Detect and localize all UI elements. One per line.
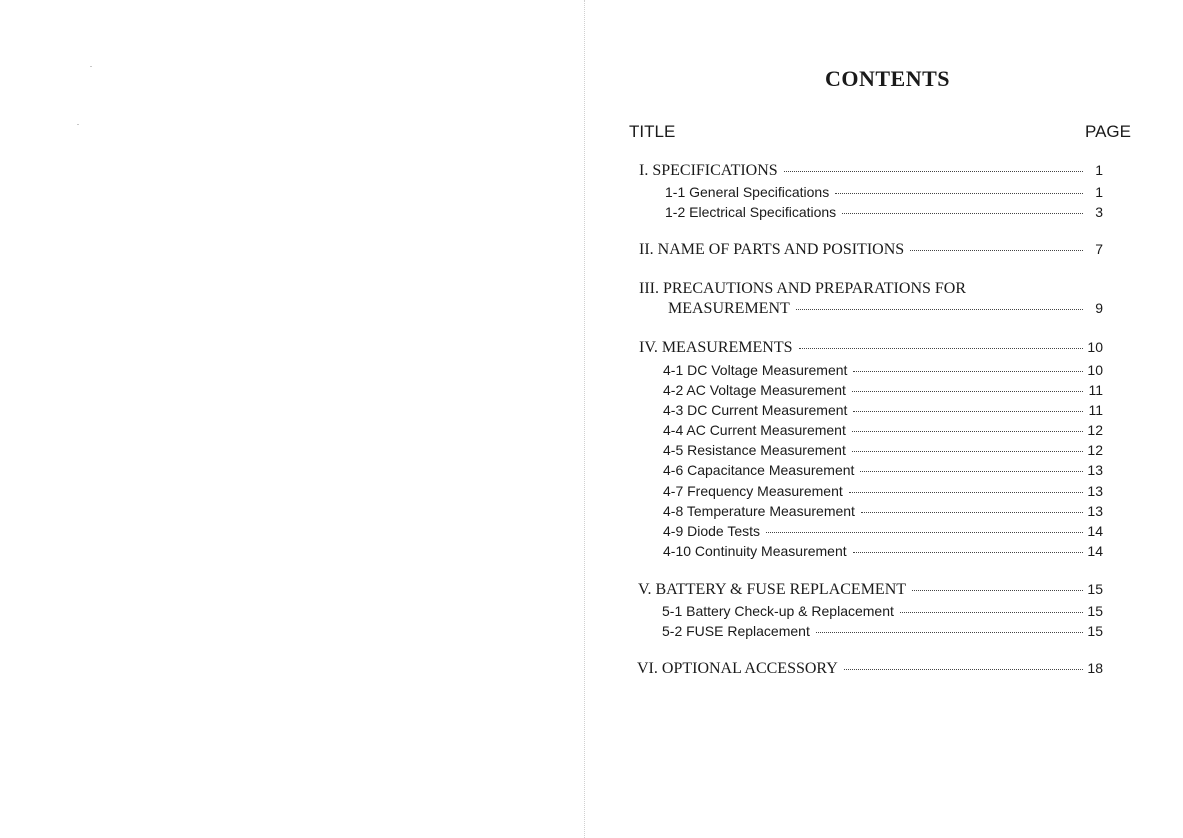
- toc-subentry-label: 1-2 Electrical Specifications: [665, 204, 837, 220]
- toc-entry-page: 1: [1095, 162, 1103, 178]
- toc-entry-label-line1: III. PRECAUTIONS AND PREPARATIONS FOR: [639, 280, 967, 297]
- dot-leader: [853, 552, 1083, 553]
- toc-subentry-resistance[interactable]: [663, 442, 1103, 458]
- title-column-header: TITLE: [629, 122, 676, 141]
- dot-leader: [796, 309, 1083, 310]
- toc-subentry-label: 4-8 Temperature Measurement: [663, 503, 855, 519]
- dot-leader: [853, 411, 1083, 412]
- toc-subentry-capacitance[interactable]: [663, 462, 1103, 478]
- dot-leader: [852, 391, 1083, 392]
- toc-subentry-page: 13: [1087, 503, 1103, 519]
- contents-page: [585, 0, 1183, 838]
- toc-entry-measurements[interactable]: [639, 339, 1103, 357]
- toc-subentry-page: 12: [1087, 422, 1103, 438]
- dot-leader: [853, 371, 1083, 372]
- toc-subentry-temperature[interactable]: [663, 503, 1103, 519]
- toc-subentry-page: 11: [1088, 402, 1103, 418]
- page-title: CONTENTS: [825, 66, 951, 91]
- toc-entry-label: V. BATTERY & FUSE REPLACEMENT: [638, 581, 907, 598]
- toc-entry-precautions[interactable]: [668, 300, 1103, 318]
- toc-subentry-fuse-replacement[interactable]: [662, 623, 1103, 639]
- dot-leader: [849, 492, 1083, 493]
- dot-leader: [816, 632, 1083, 633]
- toc-entry-name-of-parts[interactable]: [639, 241, 1103, 259]
- toc-subentry-page: 14: [1087, 543, 1103, 559]
- paper-speck: [90, 66, 92, 67]
- toc-subentry-frequency[interactable]: [663, 483, 1103, 499]
- toc-entry-specifications[interactable]: [639, 162, 1103, 180]
- toc-subentry-page: 13: [1087, 462, 1103, 478]
- toc-entry-page: 18: [1087, 660, 1103, 676]
- toc-subentry-label: 4-5 Resistance Measurement: [663, 442, 846, 458]
- toc-subentry-page: 10: [1087, 362, 1103, 378]
- toc-entry-optional-accessory[interactable]: [637, 660, 1103, 678]
- toc-subentry-label: 5-2 FUSE Replacement: [662, 623, 810, 639]
- toc-subentry-label: 4-9 Diode Tests: [663, 523, 761, 539]
- toc-subentry-label: 4-4 AC Current Measurement: [663, 422, 846, 438]
- dot-leader: [900, 612, 1083, 613]
- toc-entry-label: II. NAME OF PARTS AND POSITIONS: [639, 241, 905, 258]
- toc-entry-label: IV. MEASUREMENTS: [639, 339, 793, 356]
- left-page-blank: [0, 0, 584, 838]
- page-column-header: PAGE: [1085, 122, 1131, 141]
- toc-subentry-page: 11: [1088, 382, 1103, 398]
- toc-subentry-label: 4-10 Continuity Measurement: [663, 543, 847, 559]
- dot-leader: [912, 590, 1083, 591]
- toc-entry-battery-fuse[interactable]: [638, 581, 1103, 599]
- toc-subentry-page: 1: [1095, 184, 1103, 200]
- dot-leader: [844, 669, 1083, 670]
- toc-entry-page: 7: [1095, 241, 1103, 257]
- toc-subentry-dc-voltage[interactable]: [663, 362, 1103, 378]
- dot-leader: [842, 213, 1083, 214]
- toc-subentry-page: 15: [1087, 603, 1103, 619]
- toc-subentry-page: 12: [1087, 442, 1103, 458]
- toc-subentry-page: 13: [1087, 483, 1103, 499]
- toc-entry-label: VI. OPTIONAL ACCESSORY: [637, 660, 838, 677]
- dot-leader: [861, 512, 1083, 513]
- dot-leader: [910, 250, 1083, 251]
- dot-leader: [799, 348, 1084, 349]
- dot-leader: [784, 171, 1083, 172]
- toc-subentry-diode-tests[interactable]: [663, 523, 1103, 539]
- toc-subentry-label: 4-1 DC Voltage Measurement: [663, 362, 848, 378]
- dot-leader: [852, 431, 1083, 432]
- dot-leader: [835, 193, 1083, 194]
- toc-subentry-dc-current[interactable]: [663, 402, 1103, 418]
- toc-subentry-page: 15: [1087, 623, 1103, 639]
- toc-subentry-ac-voltage[interactable]: [663, 382, 1103, 398]
- toc-subentry-electrical-specifications[interactable]: [665, 204, 1103, 220]
- toc-subentry-general-specifications[interactable]: [665, 184, 1103, 200]
- paper-speck: [77, 124, 79, 125]
- toc-subentry-label: 4-2 AC Voltage Measurement: [663, 382, 846, 398]
- toc-subentry-label: 4-6 Capacitance Measurement: [663, 462, 855, 478]
- toc-entry-label: MEASUREMENT: [668, 300, 790, 317]
- toc-subentry-label: 4-3 DC Current Measurement: [663, 402, 848, 418]
- toc-entry-page: 15: [1087, 581, 1103, 597]
- dot-leader: [766, 532, 1083, 533]
- toc-subentry-label: 4-7 Frequency Measurement: [663, 483, 843, 499]
- dot-leader: [852, 451, 1083, 452]
- toc-subentry-page: 14: [1087, 523, 1103, 539]
- toc-subentry-label: 1-1 General Specifications: [665, 184, 830, 200]
- table-of-contents: [585, 0, 1183, 838]
- toc-subentry-page: 3: [1095, 204, 1103, 220]
- toc-subentry-label: 5-1 Battery Check-up & Replacement: [662, 603, 894, 619]
- toc-entry-page: 9: [1095, 300, 1103, 316]
- toc-entry-page: 10: [1087, 339, 1103, 355]
- toc-subentry-continuity[interactable]: [663, 543, 1103, 559]
- toc-entry-label: I. SPECIFICATIONS: [639, 162, 778, 179]
- toc-subentry-battery-checkup[interactable]: [662, 603, 1103, 619]
- toc-subentry-ac-current[interactable]: [663, 422, 1103, 438]
- dot-leader: [860, 471, 1083, 472]
